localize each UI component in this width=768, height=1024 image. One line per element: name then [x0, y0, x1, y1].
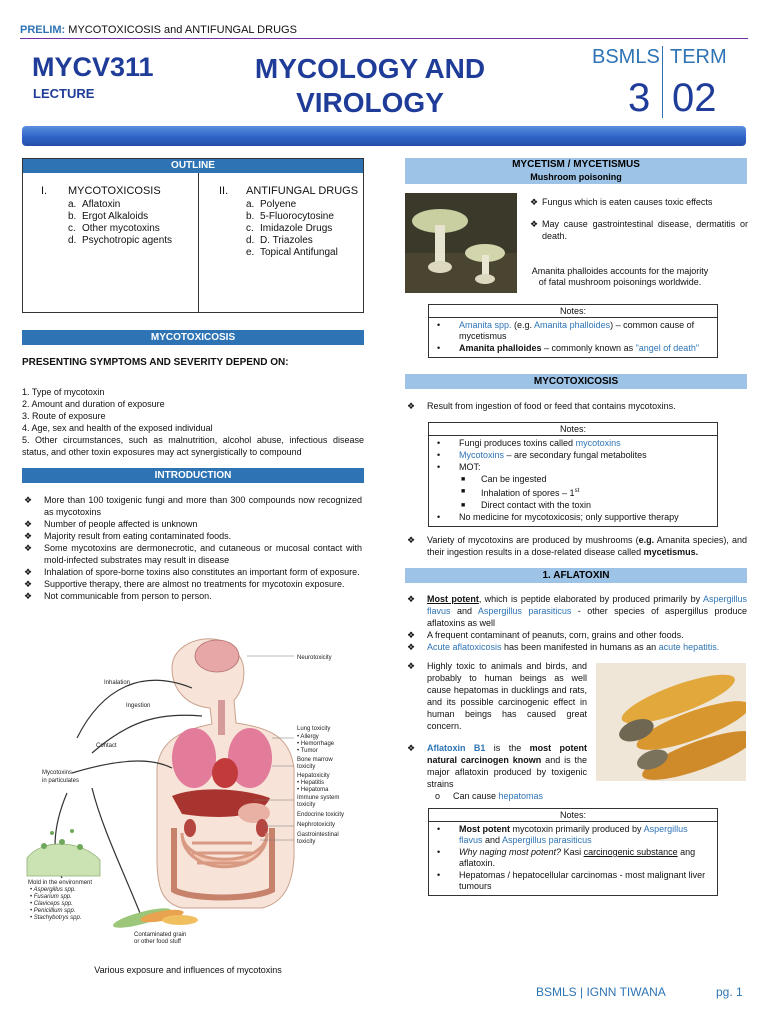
figure-label: Contaminated grain — [134, 932, 187, 938]
note-item: • No medicine for mycotoxicosis; only supportive therapy — [437, 512, 679, 522]
figure-label: • Fusarium spp. — [30, 894, 72, 900]
bullet-dot-icon: • — [437, 847, 441, 857]
symptoms-subheading: PRESENTING SYMPTOMS AND SEVERITY DEPEND ON: — [22, 357, 289, 368]
prelim-label: PRELIM: — [20, 24, 66, 36]
mycotoxin-exposure-figure — [22, 628, 368, 958]
title-line-2: VIROLOGY — [296, 87, 444, 118]
note-item: • Most potent mycotoxin primarily produced by Aspergillus flavus and Aspergillus parasiticus — [437, 824, 688, 845]
outline-item: Psychotropic agents — [82, 235, 173, 246]
mushroom-caption: Amanita phalloides accounts for the majority of fatal mushroom poisonings worldwide. — [531, 266, 709, 287]
prelim-topline — [20, 24, 748, 39]
diamond-bullet-icon: ❖ — [407, 743, 416, 753]
mycotoxicosis-header-left: MYCOTOXICOSIS — [22, 330, 364, 345]
figure-label: Neurotoxicity — [297, 655, 332, 661]
bullet-dot-icon: • — [437, 320, 441, 330]
introduction-bullets — [22, 494, 362, 602]
note-subitem: ■ Direct contact with the toxin — [461, 500, 592, 510]
figure-label: Bone marrow — [297, 757, 333, 763]
diamond-bullet-icon: ❖ — [24, 543, 33, 553]
mycetism-header: MYCETISM / MYCETISMUS Mushroom poisoning — [405, 158, 747, 184]
list-item: ❖ Acute aflatoxicosis has been manifested in humans as an acute hepatitis. — [407, 642, 720, 652]
diamond-bullet-icon: ❖ — [407, 535, 416, 545]
figure-label: or other food stuff — [134, 939, 181, 945]
notes-title: Notes: — [429, 305, 717, 318]
notes-title: Notes: — [429, 423, 717, 436]
list-item: 5. Other circumstances, such as malnutrition, alcohol abuse, infectious disease status, and other toxin exposures may act synergistically to compound — [22, 435, 364, 457]
list-item: 1. Type of mycotoxin — [22, 387, 105, 397]
bullet-dot-icon: • — [437, 343, 441, 353]
list-item: ❖ Highly toxic to animals and birds, and probably to human beings as well cause hepatomas in ducklings and rats, and its possible carcinogenic effect in human beings has caused great concern. — [407, 661, 587, 731]
year-number: 3 — [628, 76, 651, 120]
list-item: ❖ Supportive therapy, there are almost no treatments for mycotoxin exposure. — [24, 579, 345, 589]
diamond-bullet-icon: ❖ — [530, 219, 539, 229]
figure-label: Hepatoxicity — [297, 773, 330, 779]
bullet-dot-icon: • — [437, 824, 441, 834]
diamond-bullet-icon: ❖ — [24, 531, 33, 541]
list-item: ❖ Some mycotoxins are dermonecrotic, and cutaneous or mucosal contact with mold-infected substrates may result in disease — [24, 543, 362, 565]
bullet-dot-icon: • — [437, 438, 441, 448]
list-item: ❖ Number of people affected is unknown — [24, 519, 198, 529]
notes-title: Notes: — [429, 809, 717, 822]
diamond-bullet-icon: ❖ — [24, 519, 33, 529]
aflatoxin-notes — [428, 808, 718, 896]
outline-col-2: II. ANTIFUNGAL DRUGS a. Polyene b. 5-Fluorocytosine c. Imidazole Drugs d. D. Triazoles e. Topical Antifungal — [219, 185, 359, 258]
bullet-dot-icon: • — [437, 512, 441, 522]
figure-label: Gastrointestinal — [297, 832, 339, 838]
figure-label: • Hemorrhage — [297, 741, 335, 747]
figure-label: Mold in the environment — [28, 880, 93, 886]
list-item: ❖ A frequent contaminant of peanuts, corn, grains and other foods. — [407, 630, 684, 640]
figure-label: Inhalation — [104, 680, 131, 686]
mycetismus-bullet — [405, 534, 747, 558]
outline-item: Ergot Alkaloids — [82, 211, 149, 222]
circle-bullet-icon: o — [435, 791, 441, 801]
figure-label: Lung toxicity — [297, 726, 331, 732]
page-number: pg. 1 — [716, 985, 743, 999]
course-code: MYCV311 — [32, 52, 154, 82]
diamond-bullet-icon: ❖ — [530, 197, 539, 207]
diamond-bullet-icon: ❖ — [24, 591, 33, 601]
note-subitem: ■ Can be ingested — [461, 474, 547, 484]
outline-heading-1: MYCOTOXICOSIS — [68, 185, 161, 197]
list-item: ❖ Aflatoxin B1 is the most potent natural carcinogen known and is the major aflatoxin produced by toxigenic strains — [407, 743, 587, 789]
symptoms-list — [22, 386, 364, 458]
header-bar — [22, 126, 746, 146]
figure-label: Contact — [96, 743, 117, 749]
figure-label: • Hepatoma — [297, 787, 329, 793]
program-label: BSMLS — [592, 46, 660, 68]
page-title — [230, 52, 510, 120]
term-number: 02 — [672, 76, 717, 120]
footer-author: BSMLS | IGNN TIWANA — [536, 985, 666, 999]
figure-caption: Various exposure and influences of mycotoxins — [94, 965, 282, 975]
list-item: ❖ Inhalation of spore-borne toxins also constitutes an important form of exposure. — [24, 567, 360, 577]
outline-item: 5-Fluorocytosine — [260, 211, 334, 222]
diamond-bullet-icon: ❖ — [24, 579, 33, 589]
figure-label: in particulates — [42, 778, 80, 784]
prelim-text: MYCOTOXICOSIS and ANTIFUNGAL DRUGS — [68, 24, 297, 36]
aflatoxin-bullets — [405, 593, 747, 653]
square-bullet-icon: ■ — [461, 502, 466, 509]
note-item: • Fungi produces toxins called mycotoxins — [437, 438, 621, 448]
list-item: ❖ May cause gastrointestinal disease, dermatitis or death. — [530, 219, 748, 241]
list-subitem: o Can cause hepatomas — [435, 791, 544, 801]
diamond-bullet-icon: ❖ — [24, 567, 33, 577]
note-item: • Hepatomas / hepatocellular carcinomas - most malignant liver tumours — [437, 870, 706, 891]
list-item: ❖ More than 100 toxigenic fungi and more than 300 compounds now recognized as mycotoxins — [24, 495, 362, 517]
figure-label: Ingestion — [126, 703, 151, 709]
figure-label: toxicity — [297, 802, 316, 808]
outline-item: Imidazole Drugs — [260, 223, 333, 234]
aflatoxin-toxicity-text — [405, 660, 587, 802]
figure-label: Nephrotoxicity — [297, 822, 336, 828]
figure-label: • Penicillium spp. — [30, 908, 76, 914]
amanita-mushroom-image — [405, 193, 517, 293]
outline-heading-2: ANTIFUNGAL DRUGS — [246, 185, 359, 197]
list-item: ❖ Variety of mycotoxins are produced by mushrooms (e.g. Amanita species), and their ingestion results in a dose-related disease called mycetismus. — [407, 535, 747, 557]
diamond-bullet-icon: ❖ — [407, 661, 416, 671]
title-line-1: MYCOLOGY AND — [254, 53, 486, 84]
figure-label: • Aspergillus spp. — [30, 887, 76, 893]
moldy-corn-image — [596, 663, 746, 781]
diamond-bullet-icon: ❖ — [24, 495, 33, 505]
figure-label: • Hepatitis — [297, 780, 325, 786]
list-item: ❖ Most potent, which is peptide elaborated by produced primarily by Aspergillus flavus and Aspergillus parasiticus - other species of aspergillus produce aflatoxins as well — [407, 594, 747, 628]
figure-label: • Claviceps spp. — [30, 901, 73, 907]
list-item: ❖ Majority result from eating contaminated foods. — [24, 531, 232, 541]
outline-header: OUTLINE — [22, 158, 364, 173]
diamond-bullet-icon: ❖ — [407, 594, 416, 604]
note-item: • MOT: — [437, 462, 481, 472]
lecture-label: LECTURE — [33, 86, 95, 101]
list-item: ❖ Fungus which is eaten causes toxic effects — [530, 197, 713, 207]
bullet-dot-icon: • — [437, 462, 441, 472]
note-item: • Amanita phalloides – commonly known as "angel of death" — [437, 343, 700, 353]
list-item: 2. Amount and duration of exposure — [22, 399, 165, 409]
list-item: 4. Age, sex and health of the exposed individual — [22, 423, 213, 433]
list-item: 3. Route of exposure — [22, 411, 106, 421]
outline-item: Topical Antifungal — [260, 247, 338, 258]
figure-label: • Tumor — [297, 748, 318, 754]
diamond-bullet-icon: ❖ — [407, 630, 416, 640]
outline-item: D. Triazoles — [260, 235, 313, 246]
outline-item: Aflatoxin — [82, 199, 121, 210]
figure-label: Immune system — [297, 795, 340, 801]
note-subitem: ■ Inhalation of spores – 1st — [461, 488, 580, 498]
bullet-dot-icon: • — [437, 450, 441, 460]
figure-label: toxicity — [297, 839, 316, 845]
outline-box — [22, 158, 364, 313]
outline-item: Other mycotoxins — [82, 223, 160, 234]
mycotoxicosis-header-right: MYCOTOXICOSIS — [405, 374, 747, 389]
outline-divider — [198, 173, 199, 313]
term-divider — [662, 46, 663, 118]
figure-label: Mycotoxins — [42, 770, 73, 776]
mycetism-subtitle: Mushroom poisoning — [530, 172, 622, 182]
mycotoxicosis-bullet — [405, 400, 747, 412]
square-bullet-icon: ■ — [461, 488, 466, 495]
list-item: ❖ Result from ingestion of food or feed that contains mycotoxins. — [407, 401, 676, 411]
outline-item: Polyene — [260, 199, 297, 210]
figure-label: • Allergy — [297, 734, 319, 740]
diamond-bullet-icon: ❖ — [407, 642, 416, 652]
outline-col-1: I. MYCOTOXICOSIS a. Aflatoxin b. Ergot Alkaloids c. Other mycotoxins d. Psychotropic agents — [41, 185, 173, 246]
aflatoxin-header: 1. AFLATOXIN — [405, 568, 747, 583]
figure-label: toxicity — [297, 764, 316, 770]
note-item: • Mycotoxins – are secondary fungal metabolites — [437, 450, 647, 460]
introduction-header: INTRODUCTION — [22, 468, 364, 483]
bullet-dot-icon: • — [437, 870, 441, 880]
term-label: TERM — [670, 46, 727, 68]
diamond-bullet-icon: ❖ — [407, 401, 416, 411]
note-item: • Amanita spp. (e.g. Amanita phalloides) – common cause of mycetismus — [437, 320, 695, 341]
mycetism-bullets — [528, 196, 748, 242]
mycotoxicosis-notes — [428, 422, 718, 527]
figure-label: • Stachybotrys spp. — [30, 915, 82, 921]
list-item: ❖ Not communicable from person to person. — [24, 591, 212, 601]
square-bullet-icon: ■ — [461, 476, 466, 483]
note-item: • Why naging most potent? Kasi carcinogenic substance ang aflatoxin. — [437, 847, 696, 868]
mycetism-notes — [428, 304, 718, 358]
figure-label: Endocrine toxicity — [297, 812, 345, 818]
